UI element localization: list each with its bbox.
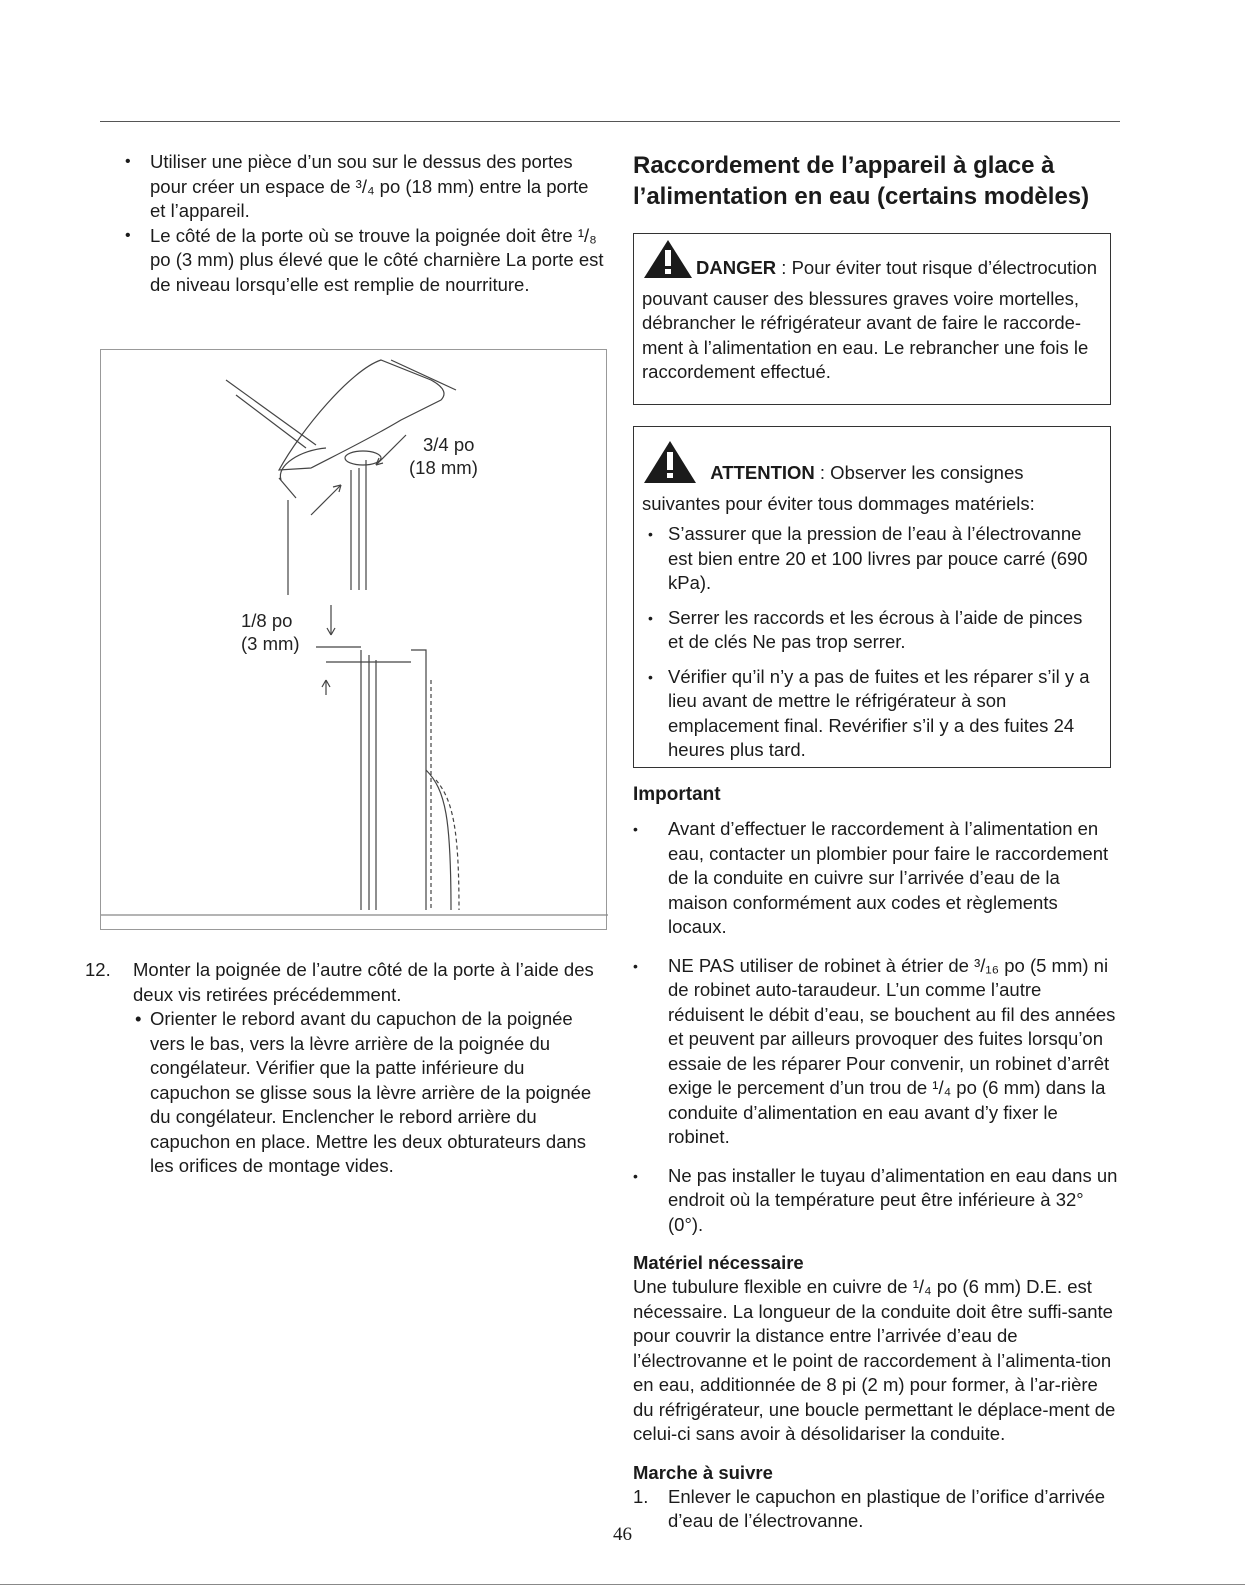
attention-list [642, 522, 1102, 763]
step-text: Monter la poignée de l’autre côté de la porte à l’aide des deux vis retirées précédemment. [133, 959, 594, 1005]
attention-box [633, 426, 1111, 768]
warning-triangle-icon [642, 238, 694, 287]
door-alignment-list [85, 150, 605, 297]
gap-label-bottom-metric: (3 mm) [241, 633, 300, 654]
left-column [85, 150, 605, 297]
step-12 [85, 958, 605, 1179]
danger-keyword: DANGER [696, 257, 777, 278]
step-sub-item: • Orienter le rebord avant du capuchon de la poignée vers le bas, vers la lèvre arrière de la poignée du congélateur. Vérifier que la patte inférieure du capuchon se glisse sous la lèvre arrière de la poignée du congélateur. Enclencher le rebord arrière du capuchon en place. Mettre les deux obturateurs dans les orifices de montage vides. [85, 1007, 605, 1179]
step-text: Enlever le capuchon en plastique de l’orifice d’arrivée d’eau de l’électrovanne. [668, 1485, 1106, 1531]
list-item: • Avant d’effectuer le raccordement à l’alimentation en eau, contacter un plombier pour faire le raccordement de la conduite en cuivre sur l’arrivée d’eau de la maison conformément aux codes et règlements locaux. [633, 817, 1119, 940]
list-item: • Serrer les raccords et les écrous à l’aide de pinces et de clés Ne pas trop serrer. [642, 606, 1102, 655]
important-list [633, 817, 1119, 1237]
warning-triangle-icon [642, 439, 698, 492]
list-item: • S’assurer que la pression de l’eau à l’électrovanne est bien entre 20 et 100 livres par pouce carré (690 kPa). [642, 522, 1102, 596]
right-column [633, 150, 1113, 212]
attention-text: : Observer les consignes suivantes pour éviter tous dommages matériels: [642, 462, 1035, 514]
gap-label-top: 3/4 po [423, 434, 475, 455]
top-rule [100, 121, 1120, 122]
marche-heading: Marche à suivre [633, 1461, 773, 1483]
list-item: • NE PAS utiliser de robinet à étrier de ³/₁₆ po (5 mm) ni de robinet auto-taraudeur. L’un comme l’autre réduisent le débit d’eau, se bouchent au fil des années et peuvent par ailleurs provoquer des fuites lorsqu’on essaie de les réparer Pour convenir, un robinet d’arrêt exige le percement d’un trou de ¹/₄ po (6 mm) dans la conduite d’alimentation en eau avant d’y fixer le robinet. [633, 954, 1119, 1150]
danger-text: : Pour éviter tout risque d’électrocution pouvant causer des blessures graves voire mortelles, débrancher le réfrigérateur avant de faire le raccorde-ment à l’alimentation en eau. Le rebrancher une fois le raccordement effectué. [642, 257, 1098, 382]
danger-box [633, 233, 1111, 405]
step-number: 12. [85, 959, 111, 980]
list-item: • Le côté de la porte où se trouve la poignée doit être ¹/₈ po (3 mm) plus élevé que le côté charnière La porte est de niveau lorsqu’elle est remplie de nourriture. [85, 224, 605, 298]
door-gap-figure [100, 349, 607, 930]
section-title: Raccordement de l’appareil à glace à l’alimentation en eau (certains modèles) [633, 152, 1090, 210]
list-item: • Vérifier qu’il n’y a pas de fuites et les réparer s’il y a lieu avant de mettre le réfrigérateur à son emplacement final. Revérifier s’il y a des fuites 24 heures plus tard. [642, 665, 1102, 763]
step-number: 1. [633, 1485, 649, 1507]
list-item: • Utiliser une pièce d’un sou sur le dessus des portes pour créer un espace de ³/₄ po (18 mm) entre la porte et l’appareil. [85, 150, 605, 224]
list-item: • Ne pas installer le tuyau d’alimentation en eau dans un endroit où la température peut être inférieure à 32° (0°). [633, 1164, 1119, 1238]
attention-keyword: ATTENTION [710, 462, 815, 483]
materiel-heading: Matériel nécessaire [633, 1252, 804, 1273]
right-lower-section [633, 783, 1119, 1534]
materiel-text: Une tubulure flexible en cuivre de ¹/₄ po (6 mm) D.E. est nécessaire. La longueur de la conduite doit être suffi-sante pour couvrir la distance entre l’arrivée d’eau de l’électrovanne et le point de raccordement à l’alimenta-tion en eau, additionnée de 8 pi (2 m) pour former, à l’ar-rière du réfrigérateur, une boucle permettant le déplace-ment de celui-ci sans avoir à désolidariser la conduite. [633, 1276, 1116, 1444]
gap-label-top-metric: (18 mm) [409, 457, 478, 478]
door-handle-illustration [101, 350, 608, 931]
gap-label-bottom: 1/8 po [241, 610, 293, 631]
important-heading: Important [633, 784, 721, 805]
page-number: 46 [613, 1524, 632, 1545]
